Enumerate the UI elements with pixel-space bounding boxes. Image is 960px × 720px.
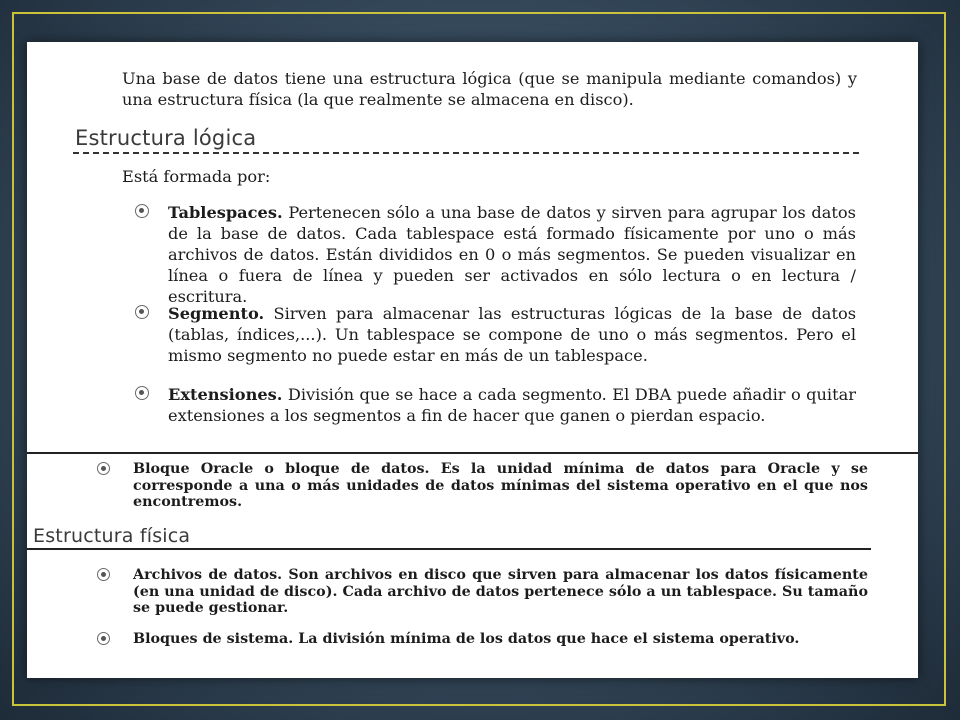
item-term: Bloques de sistema	[133, 631, 289, 647]
item-term: Bloque Oracle o bloque de datos.	[133, 461, 430, 477]
radio-bullet-icon	[97, 632, 110, 645]
item-text: Pertenecen sólo a una base de datos y sirven para agrupar los datos de la base de datos. Cada tablespace está formado físicamente por uno o más archivos de datos. Están divididos en 0 o más segmentos. Se pueden visualizar en línea o fuera de línea y pueden ser activados en sólo lectura o en lectura / escritura.	[168, 203, 856, 306]
logical-heading-rule	[73, 152, 859, 154]
document-page	[27, 42, 918, 678]
item-text: Son archivos en disco que sirven para almacenar los datos físicamente (en una unidad de disco). Cada archivo de datos pertenece sólo a un tablespace. Su tamaño se puede gestionar.	[133, 567, 868, 616]
radio-bullet-icon	[97, 568, 110, 581]
radio-bullet-icon	[135, 204, 149, 218]
section-divider	[27, 452, 918, 454]
physical-structure-heading: Estructura física	[33, 525, 191, 547]
item-term: Archivos de datos.	[133, 567, 283, 583]
physical-heading-rule	[27, 548, 871, 550]
logical-structure-heading: Estructura lógica	[75, 126, 257, 150]
intro-paragraph: Una base de datos tiene una estructura lógica (que se manipula mediante comandos) y una estructura física (la que realmente se almacena en disco).	[122, 69, 857, 109]
list-item-tablespaces	[168, 202, 856, 307]
item-term: Tablespaces.	[168, 203, 283, 222]
list-item-extensiones	[168, 384, 856, 426]
item-text: Sirven para almacenar las estructuras lógicas de la base de datos (tablas, índices,...). Un tablespace se compone de uno o más segmentos. Pero el mismo segmento no puede estar en más de un tablespace.	[168, 304, 856, 365]
logical-lead-text: Está formada por:	[122, 167, 271, 186]
radio-bullet-icon	[135, 305, 149, 319]
item-text: Es la unidad mínima de datos para Oracle y se corresponde a una o más unidades de datos mínimas del sistema operativo en el que nos encontremos.	[133, 461, 868, 510]
list-item-bloques-sistema	[133, 631, 868, 648]
item-text: . La división mínima de los datos que hace el sistema operativo.	[288, 631, 800, 647]
radio-bullet-icon	[135, 386, 149, 400]
item-term: Segmento.	[168, 304, 265, 323]
item-text: División que se hace a cada segmento. El DBA puede añadir o quitar extensiones a los segmentos a fin de hacer que ganen o pierdan espacio.	[168, 385, 856, 425]
list-item-archivos-datos	[133, 567, 868, 617]
item-term: Extensiones.	[168, 385, 283, 404]
radio-bullet-icon	[97, 462, 110, 475]
list-item-segmento	[168, 303, 856, 366]
list-item-bloque-oracle	[133, 461, 868, 511]
